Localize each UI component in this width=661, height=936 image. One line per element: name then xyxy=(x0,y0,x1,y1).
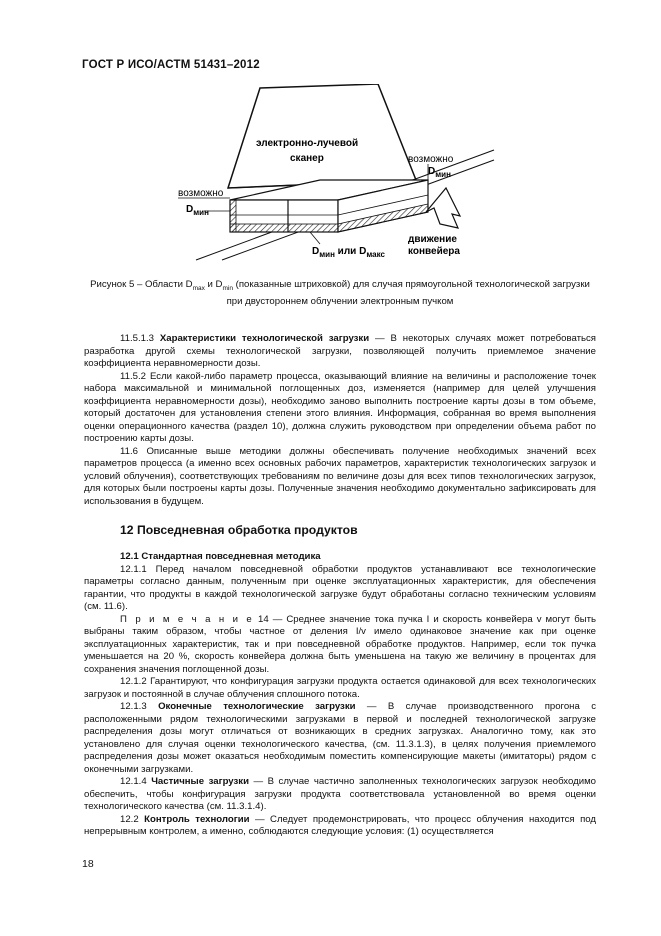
dmin-hatch-bottom xyxy=(230,224,338,232)
dmin-right-label: $D_{мин}$ xyxy=(428,166,451,179)
figure-5-caption: Рисунок 5 – Области $D_{max}$ и $D_{min}$ (показанные штриховкой) для случая прямоугольной технологической загрузки при двустороннем облучении электронным пучком xyxy=(90,279,590,307)
paragraph-12-1-4: 12.1.4 Частичные загрузки — В случае частично заполненных технологических загрузок необходимо обеспечить, чтобы конфигурация загрузки продукта соответствовала установленной во время оценки технологического качества (см. 11.3.1.4). xyxy=(84,776,596,812)
paragraph-11-6: 11.6 Описанные выше методики должны обеспечивать получение необходимых значений всех параметров процесса (а именно всех основных рабочих параметров, характеристик технологических загрузок и условий облучения), соответствующих требованиям по величине дозы для всех типов технологических загрузок, для которых были построены карты дозы. Полученные значения необходимо документально зафиксировать для использования в будущем. xyxy=(84,445,596,507)
scanner-horn xyxy=(228,84,416,188)
dmin-or-dmax-label: $D_{мин}$ или $D_{макс}$ xyxy=(312,246,385,259)
standard-header: ГОСТ Р ИСО/АСТМ 51431–2012 xyxy=(82,59,260,71)
paragraph-12-2: 12.2 Контроль технологии — Следует продемонстрировать, что процесс облучения находится под непрерывным контролем, а именно, соблюдаются следующие условия: (1) осуществляется xyxy=(84,813,596,837)
section-11-text xyxy=(84,333,596,508)
scanner-label-line2: сканер xyxy=(290,153,324,164)
paragraph-12-1-2: 12.1.2 Гарантируют, что конфигурация загрузки продукта остается одинаковой для всех технологических загрузок и постоянной в случае облучения сплошного потока. xyxy=(84,676,596,700)
movement-label-line2: конвейера xyxy=(408,246,460,257)
paragraph-12-1-3: 12.1.3 Оконечные технологические загрузки — В случае производственного прогона с расположенными рядом технологическими загрузками в первой и последней технологической загрузке распределения дозы могут отличаться от возникающих в средних загрузках. Аналогично тому, как это установлено для случая оценки технологического качества, (см. 11.3.1.3), в целях получения приемлемого распределения дозы может оказаться необходимым поместить компенсирующие макеты (имитаторы) рядом с оконечными загрузками. xyxy=(84,701,596,775)
subsection-12-1-title: 12.1 Стандартная повседневная методика xyxy=(120,551,321,562)
conveyor-arrow-icon xyxy=(426,188,460,228)
paragraph-11-5-2: 11.5.2 Если какой-либо параметр процесса, оказывающий влияние на величины и расположение точек набора максимальной и минимальной поглощенных доз, изменяется (например для целей улучшения коэффициента неравномерности дозы), необходимо заново выполнить построение карты дозы в том объеме, который достаточен для установления степени этого влияния. Информация, собранная во время выполнения оценки операционного качества (раздел 10), должна служить руководством при определении объема работ по построению карты дозы. xyxy=(84,370,596,444)
page-number: 18 xyxy=(82,858,94,870)
note-14: П р и м е ч а н и е 14 — Среднее значение тока пучка I и скорость конвейера v могут быть выбраны таким образом, чтобы частное от деления I/v имело одинаковое значение как при оценке эксплуатационных характеристик, так и при повседневной обработке продуктов. Например, если ток пучка уменьшается на 20 %, скорость конвейера должна быть уменьшена на такую же величину в процентах для сохранения значения поглощенной дозы. xyxy=(84,613,596,675)
paragraph-12-1-1: 12.1.1 Перед началом повседневной обработки продуктов устанавливают все технологические параметры согласно данным, полученным при оценке эксплуатационных характеристик, для обеспечения гарантии, что продукты в каждой технологической загрузке будут обработаны согласно техническим условиям (см. 11.6). xyxy=(84,563,596,612)
section-12-title: 12 Повседневная обработка продуктов xyxy=(120,523,358,537)
figure-5-diagram xyxy=(170,84,510,274)
possible-right-label: возможно xyxy=(408,154,454,165)
paragraph-11-5-1-3: 11.5.1.3 Характеристики технологической загрузки — В некоторых случаях может потребоваться разработка другой схемы технологической загрузки, позволяющей получить приемлемое значение коэффициента неравномерности дозы. xyxy=(84,333,596,369)
section-12-text xyxy=(84,551,596,839)
dmin-hatch-left xyxy=(230,200,236,232)
scanner-label-line1: электронно-лучевой xyxy=(256,138,359,149)
possible-left-label: возможно xyxy=(178,188,224,199)
dmin-left-label: $D_{мин}$ xyxy=(186,204,209,217)
movement-label-line1: движение xyxy=(408,234,457,245)
